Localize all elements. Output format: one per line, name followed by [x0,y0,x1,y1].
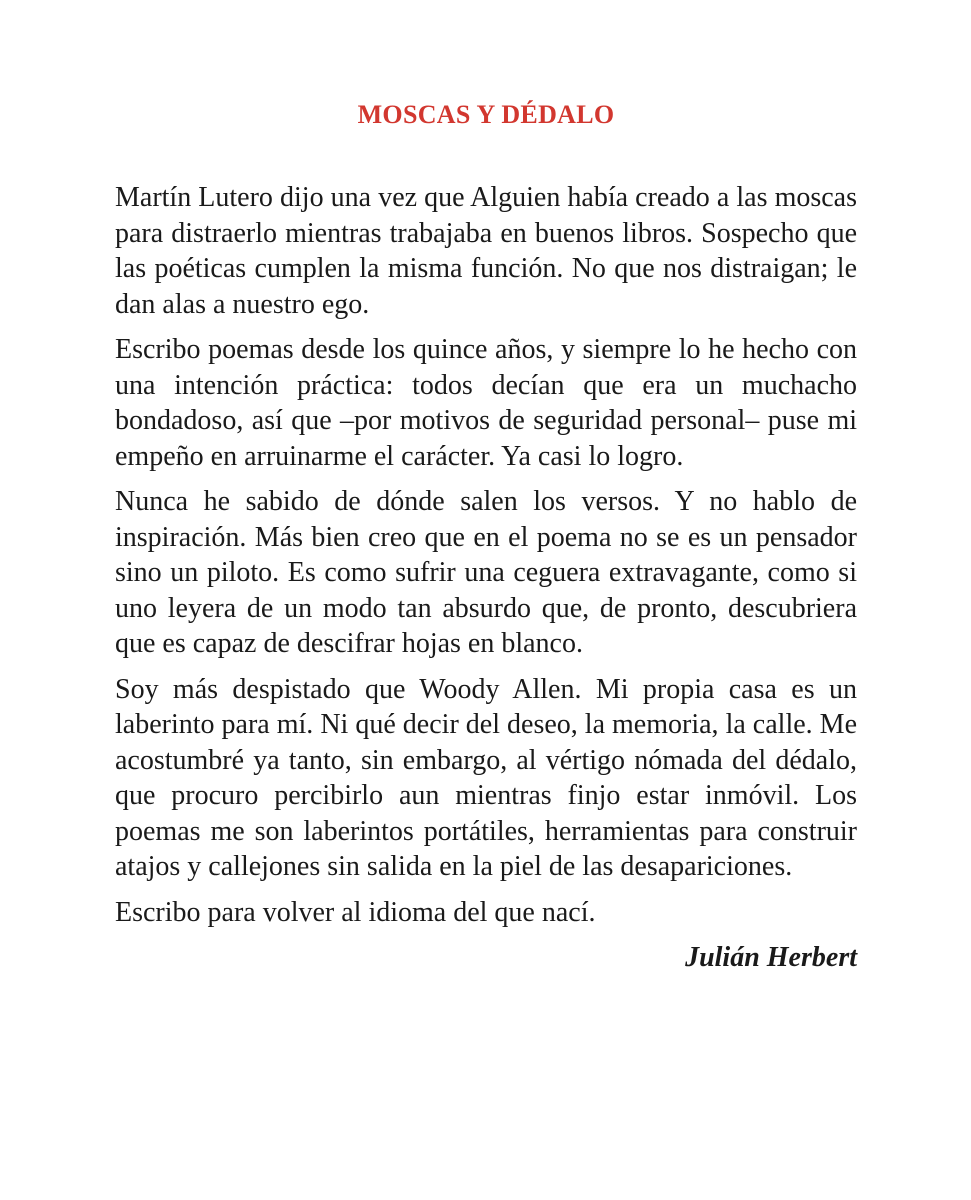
essay-body [115,180,857,930]
paragraph-2: Escribo poemas desde los quince años, y siempre lo he hecho con una intención práctica: todos decían que era un muchacho bondadoso, así que –por motivos de seguridad personal– puse mi empeño en arruinarme el carácter. Ya casi lo logro. [115,334,857,472]
paragraph-4: Soy más despistado que Woody Allen. Mi propia casa es un laberinto para mí. Ni qué decir del deseo, la memoria, la calle. Me acostumbré ya tanto, sin embargo, al vértigo nómada del dédalo, que procuro percibirlo aun mientras finjo estar inmóvil. Los poemas me son laberintos portátiles, herramientas para construir atajos y callejones sin salida en la piel de las desapariciones. [115,673,857,882]
document-page [115,92,857,975]
paragraph-5: Escribo para volver al idioma del que nací. [115,896,596,928]
page-title: MOSCAS Y DÉDALO [357,100,615,129]
author-signature: Julián Herbert [685,942,857,973]
paragraph-3: Nunca he sabido de dónde salen los versos. Y no hablo de inspiración. Más bien creo que en el poema no se es un pensador sino un piloto. Es como sufrir una ceguera extravagante, como si uno leyera de un modo tan absurdo que, de pronto, descubriera que es capaz de descifrar hojas en blanco. [115,486,857,659]
paragraph-1: Martín Lutero dijo una vez que Alguien había creado a las moscas para distraerlo mientras trabajaba en buenos libros. Sospecho que las poéticas cumplen la misma función. No que nos distraigan; le dan alas a nuestro ego. [115,182,857,320]
